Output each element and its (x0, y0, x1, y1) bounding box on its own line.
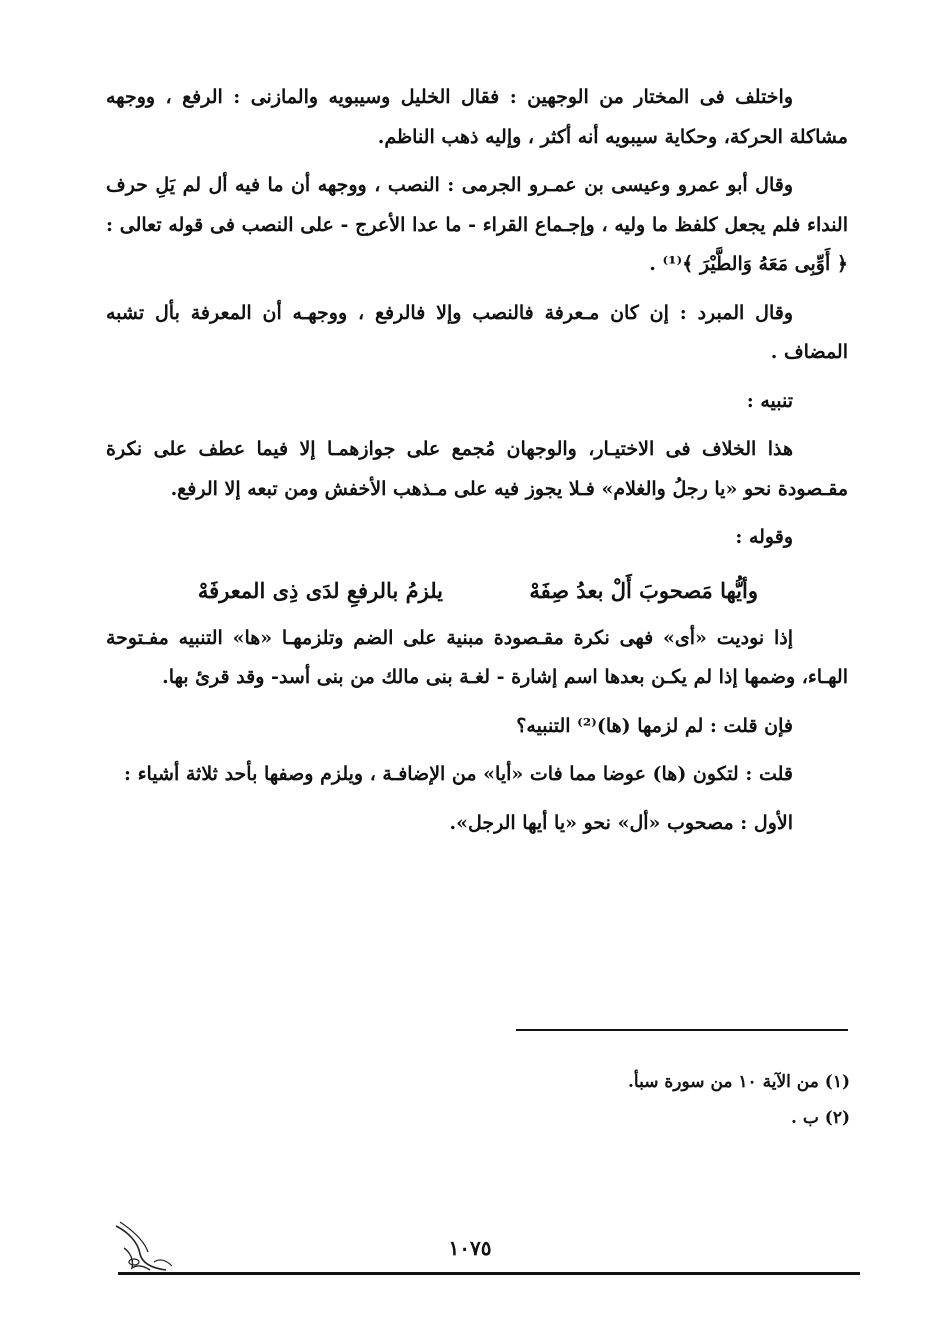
paragraph-2: وقال أبو عمرو وعيسى بن عمـرو الجرمى : النصب ، ووجهه أن ما فيه أل لم يَلِ حرف النداء فلم يجعل كلفظ ما وليه ، وإجـماع القراء - ما عدا الأعرج - على النصب فى قوله تعالى : ﴿ أَوِّبِى مَعَهُ وَالطَّيْرَ ﴾⁽¹⁾ . (106, 174, 848, 275)
footnotes (500, 1064, 850, 1136)
bottom-rule (118, 1272, 860, 1275)
paragraph-10: الأول : مصحوب «أل» نحو «يا أيها الرجل». (449, 811, 793, 834)
verse-line (106, 567, 848, 613)
paragraph-note-heading: تنبيه : (746, 389, 793, 412)
main-text (106, 78, 848, 852)
verse-hemistich-1: وأيُّها مَصحوبَ أَلْ بعدُ صِفَهْ (529, 577, 758, 603)
paragraph-quote-intro: وقوله : (735, 526, 793, 548)
verse-hemistich-2: يلزمُ بالرفعِ لدَى ذِى المعرفَهْ (197, 577, 443, 603)
paragraph-9: قلت : لتكون (ها) عوضا مما فات «أيا» من الإضافـة ، ويلزم وصفها بأحد ثلاثة أشياء : (123, 763, 793, 785)
page-number: ١٠٧٥ (448, 1236, 492, 1260)
paragraph-8: فإن قلت : لم لزمها (ها)⁽²⁾ التنبيه؟ (516, 714, 793, 737)
paragraph-5: هذا الخلاف فى الاختيـار، والوجهان مُجمع على جوازهمـا إلا فيما عطف على نكرة مقـصودة نحو «يا رجلُ والغلام» فـلا يجوز فيه على مـذهب الأخفش ومن تبعه إلا الرفع. (106, 438, 848, 500)
footnote-2: (٢) ب . (791, 1108, 850, 1128)
paragraph-1: واختلف فى المختار من الوجهين : فقال الخليل وسيبويه والمازنى : الرفع ، ووجهه مشاكلة الحركة، وحكاية سيبويه أنه أكثر ، وإليه ذهب الناظم. (106, 86, 848, 148)
paragraph-3: وقال المبرد : إن كان مـعرفة فالنصب وإلا فالرفع ، ووجهـه أن المعرفة بأل تشبه المضاف . (106, 301, 848, 363)
footnote-divider (516, 1029, 848, 1031)
paragraph-7: إذا نوديت «أى» فهى نكرة مقـصودة مبنية على الضم وتلزمهـا «ها» التنبيه مفـتوحة الهـاء، وضمها إذا لم يكـن بعدها اسم إشارة - لغـة بنى مالك من بنى أسد- وقد قرئ بها. (106, 626, 848, 688)
ink-ornament-icon (110, 1218, 180, 1274)
footnote-1: (١) من الآية ١٠ من سورة سبأ. (628, 1072, 850, 1092)
